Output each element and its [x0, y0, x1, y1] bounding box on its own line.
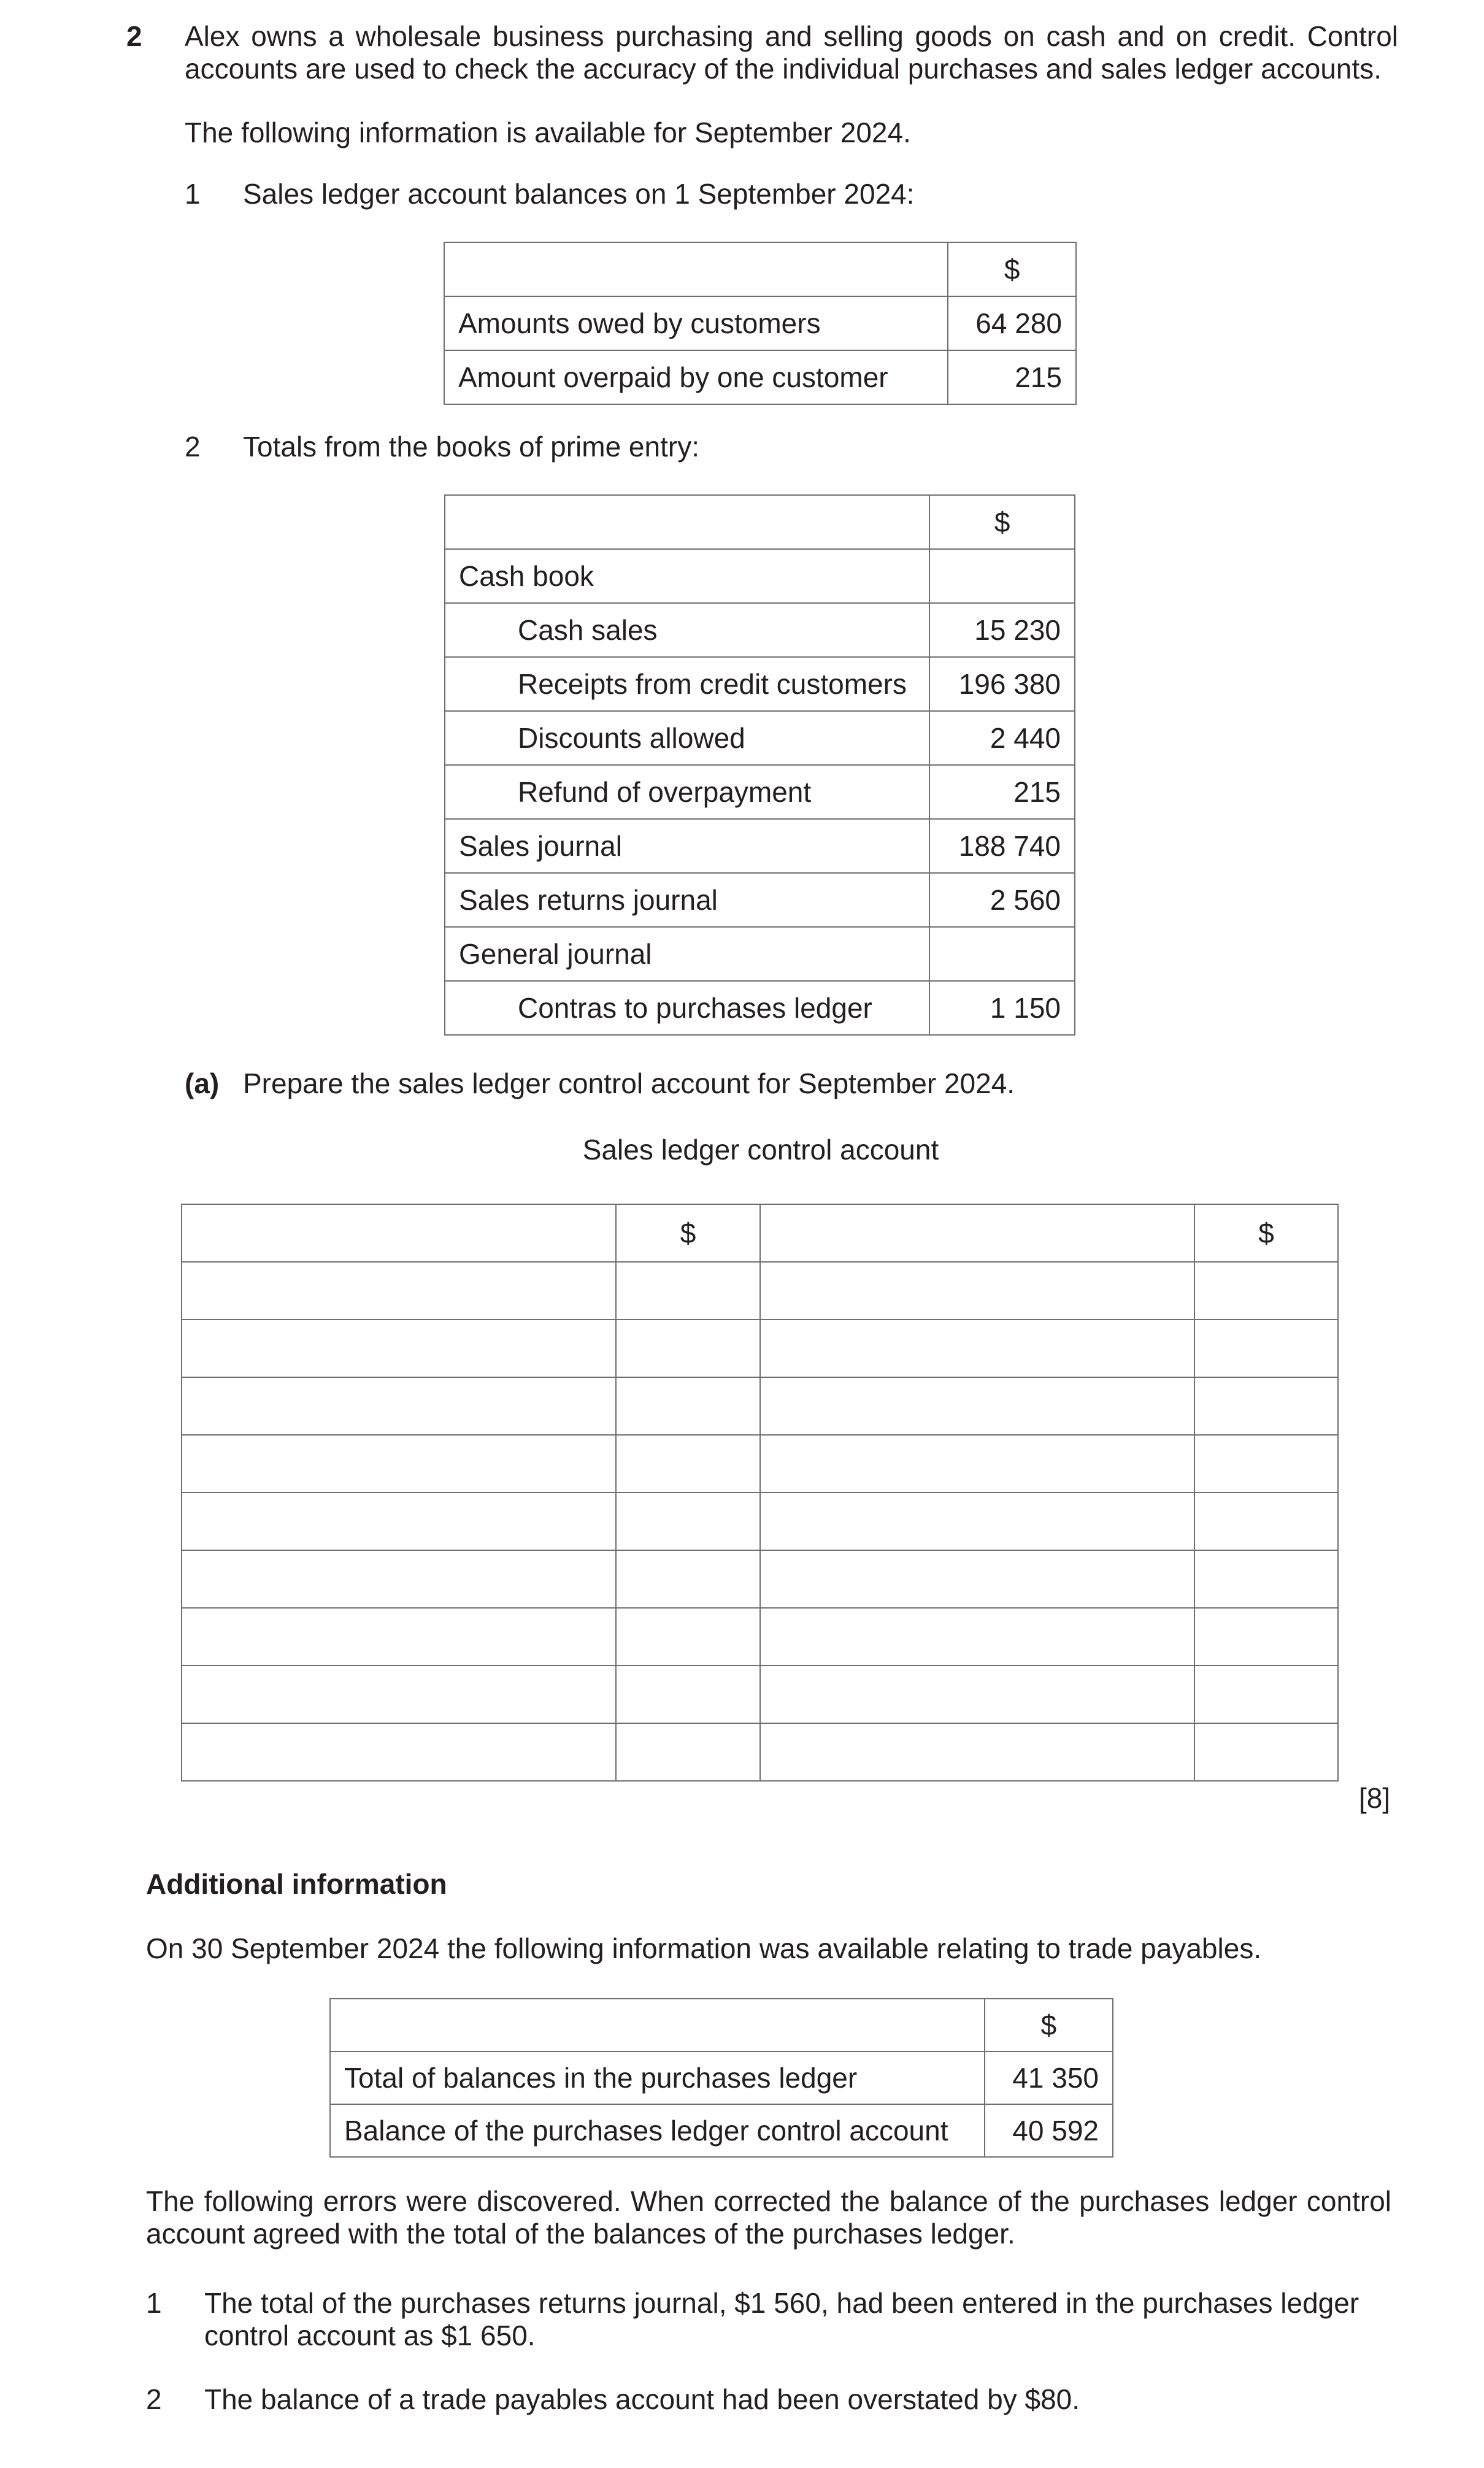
- error-1-number: 1: [146, 2287, 162, 2319]
- part-a-label: (a): [185, 1067, 220, 1099]
- debit-details-cell[interactable]: [182, 1723, 616, 1781]
- row-value: 41 350: [985, 2051, 1113, 2104]
- ledger-header-row: [182, 1204, 1338, 1262]
- debit-amount-cell[interactable]: [616, 1550, 760, 1608]
- error-2-number: 2: [146, 2383, 162, 2415]
- blank-cell: [445, 495, 929, 549]
- credit-details-cell[interactable]: [760, 1320, 1194, 1377]
- ledger-row: [182, 1377, 1338, 1435]
- ledger-row: [182, 1608, 1338, 1666]
- ledger-row: [182, 1262, 1338, 1320]
- item2-text: Totals from the books of prime entry:: [243, 431, 699, 463]
- credit-details-cell[interactable]: [760, 1377, 1194, 1435]
- credit-currency-header: $: [1194, 1204, 1338, 1262]
- ledger-row: [182, 1723, 1338, 1781]
- item2-number: 2: [185, 431, 201, 463]
- currency-header: $: [985, 1999, 1113, 2051]
- row-value: 64 280: [948, 296, 1076, 350]
- row-value: [929, 549, 1075, 603]
- table-header-row: [330, 1999, 1113, 2051]
- credit-details-cell[interactable]: [760, 1493, 1194, 1550]
- debit-details-cell[interactable]: [182, 1320, 616, 1377]
- debit-details-cell[interactable]: [182, 1377, 616, 1435]
- debit-amount-cell[interactable]: [616, 1608, 760, 1666]
- credit-details-cell[interactable]: [760, 1550, 1194, 1608]
- question-intro: Alex owns a wholesale business purchasing and selling goods on cash and on credit. Control accounts are used to check the accuracy of the individual purchases and sales ledger accounts.: [185, 20, 1398, 85]
- credit-details-cell[interactable]: [760, 1435, 1194, 1493]
- table-row: [445, 657, 1075, 711]
- debit-amount-cell[interactable]: [616, 1666, 760, 1723]
- table-header-row: [445, 495, 1075, 549]
- credit-details-cell[interactable]: [760, 1204, 1194, 1262]
- row-label: Refund of overpayment: [445, 765, 929, 819]
- item1-text: Sales ledger account balances on 1 September 2024:: [243, 178, 915, 210]
- errors-intro: The following errors were discovered. When corrected the balance of the purchases ledger control account agreed with the total of the balances of the purchases ledger.: [146, 2185, 1391, 2250]
- debit-details-cell[interactable]: [182, 1666, 616, 1723]
- row-value: 188 740: [929, 819, 1075, 873]
- table-row: [445, 819, 1075, 873]
- table-row: [445, 873, 1075, 927]
- item1-number: 1: [185, 178, 201, 210]
- ledger-row: [182, 1550, 1338, 1608]
- debit-amount-cell[interactable]: [616, 1723, 760, 1781]
- row-value: 215: [948, 350, 1076, 404]
- debit-details-cell[interactable]: [182, 1204, 616, 1262]
- credit-amount-cell[interactable]: [1194, 1723, 1338, 1781]
- table-row: [445, 711, 1075, 765]
- table-row: [330, 2104, 1113, 2157]
- table-row: [445, 927, 1075, 981]
- row-value: 2 560: [929, 873, 1075, 927]
- table-row: [444, 296, 1076, 350]
- row-label: Contras to purchases ledger: [445, 981, 929, 1035]
- row-value: [929, 927, 1075, 981]
- debit-amount-cell[interactable]: [616, 1320, 760, 1377]
- credit-amount-cell[interactable]: [1194, 1435, 1338, 1493]
- credit-amount-cell[interactable]: [1194, 1377, 1338, 1435]
- credit-details-cell[interactable]: [760, 1262, 1194, 1320]
- credit-amount-cell[interactable]: [1194, 1608, 1338, 1666]
- ledger-row: [182, 1320, 1338, 1377]
- debit-details-cell[interactable]: [182, 1493, 616, 1550]
- row-value: 215: [929, 765, 1075, 819]
- row-label: Receipts from credit customers: [445, 657, 929, 711]
- row-value: 196 380: [929, 657, 1075, 711]
- row-label: Cash sales: [445, 603, 929, 657]
- credit-amount-cell[interactable]: [1194, 1262, 1338, 1320]
- debit-amount-cell[interactable]: [616, 1493, 760, 1550]
- table-row: [444, 350, 1076, 404]
- blank-cell: [330, 1999, 985, 2051]
- debit-amount-cell[interactable]: [616, 1377, 760, 1435]
- row-label: Total of balances in the purchases ledger: [330, 2051, 985, 2104]
- table-row: [330, 2051, 1113, 2104]
- ledger-row: [182, 1493, 1338, 1550]
- credit-amount-cell[interactable]: [1194, 1550, 1338, 1608]
- table-row: [445, 765, 1075, 819]
- row-label: Sales journal: [445, 819, 929, 873]
- error-2-text: The balance of a trade payables account had been overstated by $80.: [204, 2383, 1080, 2415]
- row-value: 2 440: [929, 711, 1075, 765]
- credit-details-cell[interactable]: [760, 1608, 1194, 1666]
- table-row: [445, 603, 1075, 657]
- row-value: 1 150: [929, 981, 1075, 1035]
- debit-details-cell[interactable]: [182, 1435, 616, 1493]
- currency-header: $: [929, 495, 1075, 549]
- table-row: [445, 981, 1075, 1035]
- row-label: Discounts allowed: [445, 711, 929, 765]
- part-a-text: Prepare the sales ledger control account for September 2024.: [243, 1067, 1015, 1099]
- row-label: Cash book: [445, 549, 929, 603]
- info-line: The following information is available for September 2024.: [185, 117, 911, 148]
- debit-details-cell[interactable]: [182, 1608, 616, 1666]
- credit-details-cell[interactable]: [760, 1723, 1194, 1781]
- row-label: Amount overpaid by one customer: [444, 350, 948, 404]
- opening-balances-table: [444, 242, 1077, 405]
- sales-ledger-control-account: [181, 1204, 1339, 1782]
- blank-cell: [444, 242, 948, 296]
- debit-details-cell[interactable]: [182, 1262, 616, 1320]
- row-label: Sales returns journal: [445, 873, 929, 927]
- credit-details-cell[interactable]: [760, 1666, 1194, 1723]
- debit-amount-cell[interactable]: [616, 1435, 760, 1493]
- row-label: Amounts owed by customers: [444, 296, 948, 350]
- ledger-row: [182, 1435, 1338, 1493]
- row-value: 15 230: [929, 603, 1075, 657]
- marks: [8]: [1359, 1782, 1391, 1814]
- trade-payables-table: [329, 1998, 1113, 2158]
- credit-amount-cell[interactable]: [1194, 1666, 1338, 1723]
- additional-heading: Additional information: [146, 1868, 447, 1900]
- row-label: General journal: [445, 927, 929, 981]
- currency-header: $: [948, 242, 1076, 296]
- error-1-text: The total of the purchases returns journal, $1 560, had been entered in the purchases ledger control account as $1 650.: [204, 2287, 1359, 2351]
- question-number: 2: [126, 20, 142, 52]
- additional-text: On 30 September 2024 the following information was available relating to trade payables.: [146, 1932, 1262, 1964]
- row-label: Balance of the purchases ledger control account: [330, 2104, 985, 2157]
- table-row: [445, 549, 1075, 603]
- debit-currency-header: $: [616, 1204, 760, 1262]
- prime-entry-table: [444, 494, 1075, 1036]
- ledger-row: [182, 1666, 1338, 1723]
- debit-amount-cell[interactable]: [616, 1262, 760, 1320]
- row-value: 40 592: [985, 2104, 1113, 2157]
- credit-amount-cell[interactable]: [1194, 1493, 1338, 1550]
- debit-details-cell[interactable]: [182, 1550, 616, 1608]
- table-header-row: [444, 242, 1076, 296]
- account-title: Sales ledger control account: [582, 1134, 939, 1166]
- credit-amount-cell[interactable]: [1194, 1320, 1338, 1377]
